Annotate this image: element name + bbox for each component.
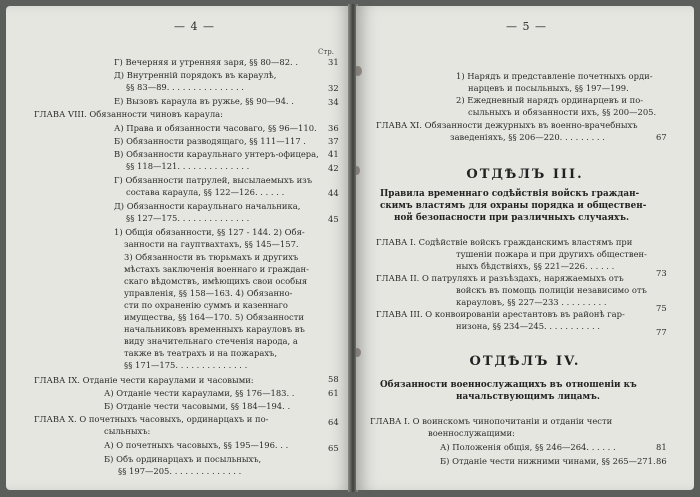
toc-chapter: ГЛАВА XI. Обязанности дежурныхъ въ военно-врачебныхъ xyxy=(376,120,638,130)
toc-line: начальниковъ временныхъ карауловъ въ xyxy=(124,324,305,334)
toc-line: §§ 127—175. . . . . . . . . . . . . . xyxy=(126,213,250,223)
toc-line: имущества, §§ 164—170. 5) Обязанности xyxy=(124,312,304,322)
toc-line: §§ 83—89. . . . . . . . . . . . . . . xyxy=(126,82,244,92)
toc-line: Б) Отданіе чести часовыми, §§ 184—194. . xyxy=(104,401,291,411)
toc-line: Д) Обязанности караульнаго начальника, xyxy=(114,201,301,211)
section-3-subtitle: скимъ властямъ для охраны порядка и обществен- xyxy=(380,201,647,211)
section-3-heading: ОТДѢЛЪ III. xyxy=(466,167,584,182)
section-4-subtitle: начальствующимъ лицамъ. xyxy=(456,392,600,402)
page-ref: 31 xyxy=(328,57,339,67)
toc-chapter: ГЛАВА I. О воинскомъ чинопочитаніи и отданіи чести xyxy=(370,416,613,426)
toc-line: управленія, §§ 158—163. 4) Обязанно- xyxy=(124,288,293,298)
page-ref: 65 xyxy=(328,443,339,453)
toc-line: 1) Нарядъ и представленіе почетныхъ орди- xyxy=(456,71,653,81)
toc-line: заведеніяхъ, §§ 206—220. . . . . . . . . xyxy=(450,132,605,142)
toc-line: сыльныхъ и обязанности ихъ, §§ 200—205. xyxy=(468,107,657,117)
toc-line: В) Обязанности караульнаго унтеръ-офицера, xyxy=(114,149,319,159)
section-3-subtitle: ной безопасности при различныхъ случаяхъ. xyxy=(394,213,630,223)
toc-chapter: ГЛАВА VIII. Обязанности чиновъ караула: xyxy=(34,109,223,119)
page-ref: 77 xyxy=(656,327,667,337)
section-4-heading: ОТДѢЛЪ IV. xyxy=(469,354,581,369)
toc-line: 1) Общія обязанности, §§ 127 - 144. 2) Обя- xyxy=(114,227,305,237)
page-ref: 36 xyxy=(328,123,339,133)
toc-line: сыльныхъ: xyxy=(104,426,151,436)
toc-line: ныхъ бѣдствіяхъ, §§ 221—226. . . . . . xyxy=(456,261,615,271)
toc-line: мѣстахъ заключенія военнаго и граждан- xyxy=(124,264,309,274)
section-3-subtitle: Правила временнаго содѣйствія войскъ граждан- xyxy=(380,189,640,199)
toc-line: состава караула, §§ 122—126. . . . . . xyxy=(126,187,285,197)
toc-chapter: ГЛАВА II. О патруляхъ и разъѣздахъ, наряжаемыхъ отъ xyxy=(376,273,624,283)
toc-line: нарцевъ и посыльныхъ, §§ 197—199. xyxy=(468,83,629,93)
page-ref: 81 xyxy=(656,442,667,452)
page-ref: 73 xyxy=(656,268,667,278)
toc-line: §§ 171—175. . . . . . . . . . . . . . xyxy=(124,360,248,370)
toc-chapter: ГЛАВА IX. Отданіе чести караулами и часовыми: xyxy=(34,375,254,385)
section-4-subtitle: Обязанности военнослужащихъ въ отношеніи къ xyxy=(380,380,637,390)
ink-stain xyxy=(356,66,362,76)
page-ref: 58 xyxy=(328,374,339,384)
toc-line: скаго вѣдомствъ, имѣющихъ свои особыя xyxy=(124,276,308,286)
toc-line: виду значительнаго стеченія народа, а xyxy=(124,336,298,346)
toc-chapter: ГЛАВА X. О почетныхъ часовыхъ, ординарцахъ и по- xyxy=(34,414,269,424)
toc-chapter: ГЛАВА I. Содѣйствіе войскъ гражданскимъ властямъ при xyxy=(376,237,633,247)
page-ref: 44 xyxy=(328,188,339,198)
toc-line: войскъ въ помощь полиціи независимо отъ xyxy=(456,285,647,295)
toc-line: Б) Обязанности разводящаго, §§ 111—117 . xyxy=(114,136,306,146)
page-ref: 61 xyxy=(328,388,339,398)
toc-line: Б) Объ ординарцахъ и посыльныхъ, xyxy=(104,454,262,464)
page-ref: 64 xyxy=(328,417,339,427)
page-ref: 37 xyxy=(328,136,339,146)
toc-line: также въ театрахъ и на пожарахъ, xyxy=(124,348,278,358)
page-ref: 67 xyxy=(656,132,667,142)
toc-line: Б) Отданіе чести нижними чинами, §§ 265—271. xyxy=(440,456,656,466)
toc-line: §§ 118—121. . . . . . . . . . . . . . xyxy=(126,161,250,171)
page-ref: 86 xyxy=(656,456,667,466)
page-ref: 34 xyxy=(328,97,339,107)
toc-line: низона, §§ 234—245. . . . . . . . . . . xyxy=(456,321,600,331)
right-page xyxy=(356,6,694,490)
left-page xyxy=(6,6,352,490)
toc-line: Г) Обязанности патрулей, высылаемыхъ изъ xyxy=(114,175,313,185)
toc-line: военнослужащими: xyxy=(428,428,515,438)
left-page-number: — 4 — xyxy=(174,20,215,33)
page-ref: 41 xyxy=(328,149,339,159)
page-ref: 42 xyxy=(328,163,339,173)
toc-line: А) О почетныхъ часовыхъ, §§ 195—196. . . xyxy=(104,440,289,450)
right-page-number: — 5 — xyxy=(506,20,547,33)
toc-line: А) Права и обязанности часоваго, §§ 96—110. xyxy=(114,123,317,133)
page-ref: 32 xyxy=(328,83,339,93)
page-ref: 45 xyxy=(328,214,339,224)
toc-line: Е) Вызовъ караула въ ружье, §§ 90—94. . xyxy=(114,96,294,106)
toc-line: тушеніи пожара и при другихъ обществен- xyxy=(456,249,647,259)
page-column-header: Стр. xyxy=(318,48,334,56)
toc-line: занности на гауптвахтахъ, §§ 145—157. xyxy=(124,239,299,249)
toc-line: Д) Внутренній порядокъ въ караулѣ, xyxy=(114,70,277,80)
toc-line: 3) Обязанности въ тюрьмахъ и другихъ xyxy=(124,252,299,262)
toc-line: А) Положенія общія, §§ 246—264. . . . . . xyxy=(440,442,616,452)
toc-line: А) Отданіе чести караулами, §§ 176—183. . xyxy=(104,388,295,398)
toc-chapter: ГЛАВА III. О конвоированіи арестантовъ въ районѣ гар- xyxy=(376,309,625,319)
toc-line: карауловъ, §§ 227—233 . . . . . . . . . xyxy=(456,297,607,307)
toc-line: 2) Ежедневный нарядъ ординарцевъ и по- xyxy=(456,95,644,105)
toc-line: сти по охраненію суммъ и казеннаго xyxy=(124,300,288,310)
toc-line: Г) Вечерняя и утренняя заря, §§ 80—82. . xyxy=(114,57,299,67)
page-ref: 75 xyxy=(656,303,667,313)
toc-line: §§ 197—205. . . . . . . . . . . . . . xyxy=(118,466,242,476)
